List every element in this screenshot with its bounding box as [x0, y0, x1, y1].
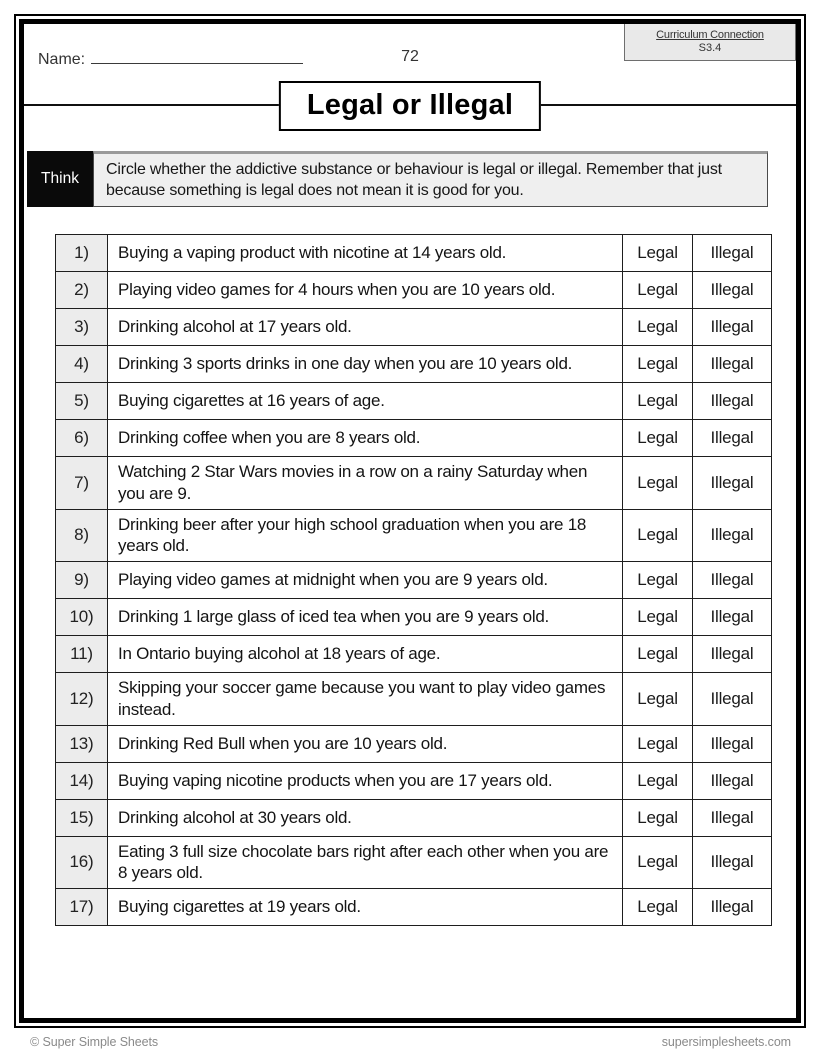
- table-row: [56, 272, 772, 309]
- row-number: 15): [56, 799, 108, 836]
- question-text: Drinking Red Bull when you are 10 years old.: [108, 725, 623, 762]
- legal-option[interactable]: Legal: [623, 673, 693, 726]
- question-text: Skipping your soccer game because you want to play video games instead.: [108, 673, 623, 726]
- row-number: 12): [56, 673, 108, 726]
- worksheet-table-body: [56, 235, 772, 926]
- question-text: Buying a vaping product with nicotine at 14 years old.: [108, 235, 623, 272]
- table-row: [56, 383, 772, 420]
- name-input-line[interactable]: [91, 48, 303, 64]
- question-text: Drinking beer after your high school graduation when you are 18 years old.: [108, 509, 623, 562]
- question-text: Watching 2 Star Wars movies in a row on a rainy Saturday when you are 9.: [108, 457, 623, 510]
- illegal-option[interactable]: Illegal: [693, 509, 772, 562]
- curriculum-code: S3.4: [698, 42, 722, 54]
- row-number: 2): [56, 272, 108, 309]
- illegal-option[interactable]: Illegal: [693, 889, 772, 926]
- row-number: 14): [56, 762, 108, 799]
- table-row: [56, 673, 772, 726]
- question-text: In Ontario buying alcohol at 18 years of age.: [108, 636, 623, 673]
- legal-option[interactable]: Legal: [623, 383, 693, 420]
- think-section: [27, 151, 768, 207]
- illegal-option[interactable]: Illegal: [693, 457, 772, 510]
- question-text: Buying vaping nicotine products when you are 17 years old.: [108, 762, 623, 799]
- table-row: [56, 836, 772, 889]
- question-text: Drinking 3 sports drinks in one day when you are 10 years old.: [108, 346, 623, 383]
- question-text: Eating 3 full size chocolate bars right after each other when you are 8 years old.: [108, 836, 623, 889]
- page-frame-inner: [19, 19, 801, 1023]
- question-text: Drinking alcohol at 30 years old.: [108, 799, 623, 836]
- illegal-option[interactable]: Illegal: [693, 836, 772, 889]
- footer: [0, 1032, 820, 1052]
- row-number: 7): [56, 457, 108, 510]
- question-text: Drinking alcohol at 17 years old.: [108, 309, 623, 346]
- table-row: [56, 889, 772, 926]
- illegal-option[interactable]: Illegal: [693, 235, 772, 272]
- table-row: [56, 799, 772, 836]
- row-number: 6): [56, 420, 108, 457]
- illegal-option[interactable]: Illegal: [693, 725, 772, 762]
- table-row: [56, 309, 772, 346]
- legal-option[interactable]: Legal: [623, 235, 693, 272]
- table-row: [56, 636, 772, 673]
- row-number: 1): [56, 235, 108, 272]
- illegal-option[interactable]: Illegal: [693, 346, 772, 383]
- illegal-option[interactable]: Illegal: [693, 799, 772, 836]
- illegal-option[interactable]: Illegal: [693, 420, 772, 457]
- table-row: [56, 235, 772, 272]
- legal-option[interactable]: Legal: [623, 599, 693, 636]
- legal-option[interactable]: Legal: [623, 562, 693, 599]
- illegal-option[interactable]: Illegal: [693, 636, 772, 673]
- worksheet-table: [55, 234, 772, 926]
- name-label: Name:: [38, 51, 86, 68]
- page-frame: [14, 14, 806, 1028]
- illegal-option[interactable]: Illegal: [693, 599, 772, 636]
- legal-option[interactable]: Legal: [623, 762, 693, 799]
- question-text: Playing video games for 4 hours when you are 10 years old.: [108, 272, 623, 309]
- legal-option[interactable]: Legal: [623, 420, 693, 457]
- footer-copyright: © Super Simple Sheets: [30, 1035, 159, 1049]
- legal-option[interactable]: Legal: [623, 725, 693, 762]
- legal-option[interactable]: Legal: [623, 272, 693, 309]
- curriculum-title: Curriculum Connection: [656, 29, 764, 41]
- illegal-option[interactable]: Illegal: [693, 762, 772, 799]
- illegal-option[interactable]: Illegal: [693, 272, 772, 309]
- row-number: 4): [56, 346, 108, 383]
- table-row: [56, 457, 772, 510]
- table-row: [56, 420, 772, 457]
- legal-option[interactable]: Legal: [623, 346, 693, 383]
- row-number: 11): [56, 636, 108, 673]
- illegal-option[interactable]: Illegal: [693, 673, 772, 726]
- legal-option[interactable]: Legal: [623, 509, 693, 562]
- illegal-option[interactable]: Illegal: [693, 562, 772, 599]
- curriculum-badge: [624, 24, 796, 61]
- table-row: [56, 762, 772, 799]
- row-number: 3): [56, 309, 108, 346]
- table-row: [56, 725, 772, 762]
- row-number: 16): [56, 836, 108, 889]
- legal-option[interactable]: Legal: [623, 309, 693, 346]
- table-row: [56, 599, 772, 636]
- page-number: 72: [401, 48, 419, 65]
- row-number: 10): [56, 599, 108, 636]
- think-instruction: Circle whether the addictive substance or behaviour is legal or illegal. Remember that just because something is legal does not mean it is good for you.: [93, 151, 768, 207]
- question-text: Buying cigarettes at 19 years old.: [108, 889, 623, 926]
- legal-option[interactable]: Legal: [623, 836, 693, 889]
- row-number: 17): [56, 889, 108, 926]
- legal-option[interactable]: Legal: [623, 457, 693, 510]
- question-text: Drinking 1 large glass of iced tea when you are 9 years old.: [108, 599, 623, 636]
- row-number: 9): [56, 562, 108, 599]
- legal-option[interactable]: Legal: [623, 799, 693, 836]
- question-text: Buying cigarettes at 16 years of age.: [108, 383, 623, 420]
- page-title: Legal or Illegal: [279, 81, 541, 131]
- legal-option[interactable]: Legal: [623, 889, 693, 926]
- row-number: 5): [56, 383, 108, 420]
- illegal-option[interactable]: Illegal: [693, 309, 772, 346]
- table-row: [56, 509, 772, 562]
- think-label: Think: [27, 151, 93, 207]
- name-block: [38, 48, 303, 69]
- row-number: 13): [56, 725, 108, 762]
- legal-option[interactable]: Legal: [623, 636, 693, 673]
- row-number: 8): [56, 509, 108, 562]
- question-text: Drinking coffee when you are 8 years old.: [108, 420, 623, 457]
- question-text: Playing video games at midnight when you are 9 years old.: [108, 562, 623, 599]
- illegal-option[interactable]: Illegal: [693, 383, 772, 420]
- table-row: [56, 562, 772, 599]
- footer-website: supersimplesheets.com: [661, 1035, 791, 1049]
- table-row: [56, 346, 772, 383]
